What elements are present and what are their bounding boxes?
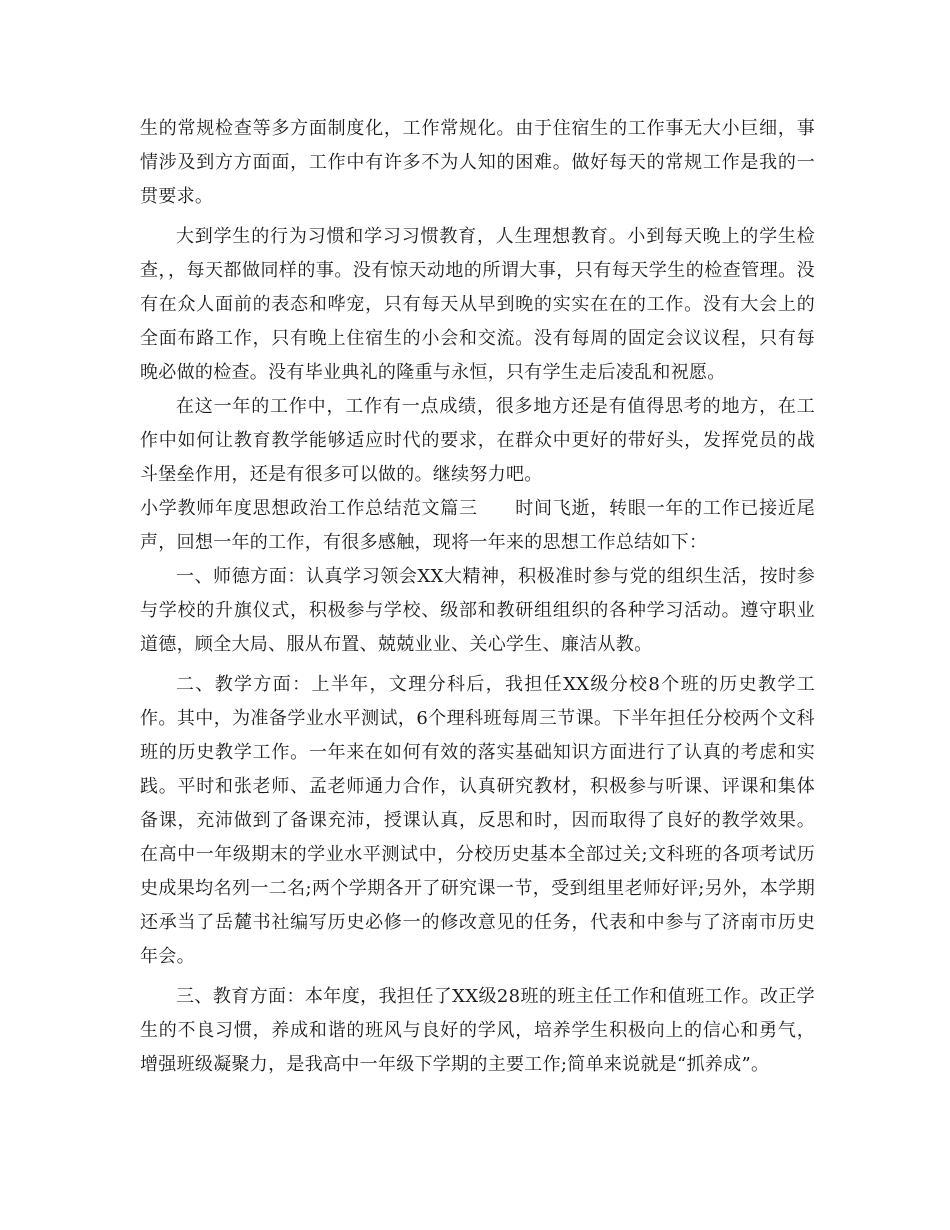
paragraph-education: 三、教育方面：本年度，我担任了XX级28班的班主任工作和值班工作。改正学生的不良习惯，养成和谐的班风与良好的学风，培养学生积极向上的信心和勇气，增强班级凝聚力，是我高中一年级下学期的主要工作;简单来说就是“抓养成”。 [140, 986, 815, 1075]
section-heading-paragraph: 小学教师年度思想政治工作总结范文篇三 时间飞逝，转眼一年的工作已接近尾声，回想一年的工作，有很多感触，现将一年来的思想工作总结如下： [140, 498, 815, 553]
paragraph-1: 生的常规检查等多方面制度化，工作常规化。由于住宿生的工作事无大小巨细，事情涉及到方方面面，工作中有许多不为人知的困难。做好每天的常规工作是我的一贯要求。 [140, 118, 815, 207]
paragraph-teacher-ethics: 一、师德方面：认真学习领会XX大精神，积极准时参与党的组织生活，按时参与学校的升旗仪式，积极参与学校、级部和教研组组织的各种学习活动。遵守职业道德，顾全大局、服从布置、兢兢业业、关心学生、廉洁从教。 [140, 566, 815, 655]
paragraph-2: 大到学生的行为习惯和学习习惯教育，人生理想教育。小到每天晚上的学生检查，，每天都做同样的事。没有惊天动地的所谓大事，只有每天学生的检查管理。没有在众人面前的表态和哗宠，只有每天从早到晚的实实在在的工作。没有大会上的全面布路工作，只有晚上住宿生的小会和交流。没有每周的固定会议议程，只有每晚必做的检查。没有毕业典礼的隆重与永恒，只有学生走后凌乱和祝愿。 [140, 226, 815, 383]
document-body [140, 112, 815, 1082]
paragraph-3: 在这一年的工作中，工作有一点成绩，很多地方还是有值得思考的地方，在工作中如何让教育教学能够适应时代的要求，在群众中更好的带好头，发挥党员的战斗堡垒作用，还是有很多可以做的。继续努力吧。 [140, 396, 815, 485]
paragraph-teaching: 二、教学方面：上半年，文理分科后，我担任XX级分校8个班的历史教学工作。其中，为准备学业水平测试，6个理科班每周三节课。下半年担任分校两个文科班的历史教学工作。一年来在如何有效的落实基础知识方面进行了认真的考虑和实践。平时和张老师、孟老师通力合作，认真研究教材，积极参与听课、评课和集体备课，充沛做到了备课充沛，授课认真，反思和时，因而取得了良好的教学效果。在高中一年级期末的学业水平测试中，分校历史基本全部过关;文科班的各项考试历史成果均名列一二名;两个学期各开了研究课一节，受到组里老师好评;另外，本学期还承当了岳麓书社编写历史必修一的修改意见的任务，代表和中参与了济南市历史年会。 [140, 674, 815, 967]
